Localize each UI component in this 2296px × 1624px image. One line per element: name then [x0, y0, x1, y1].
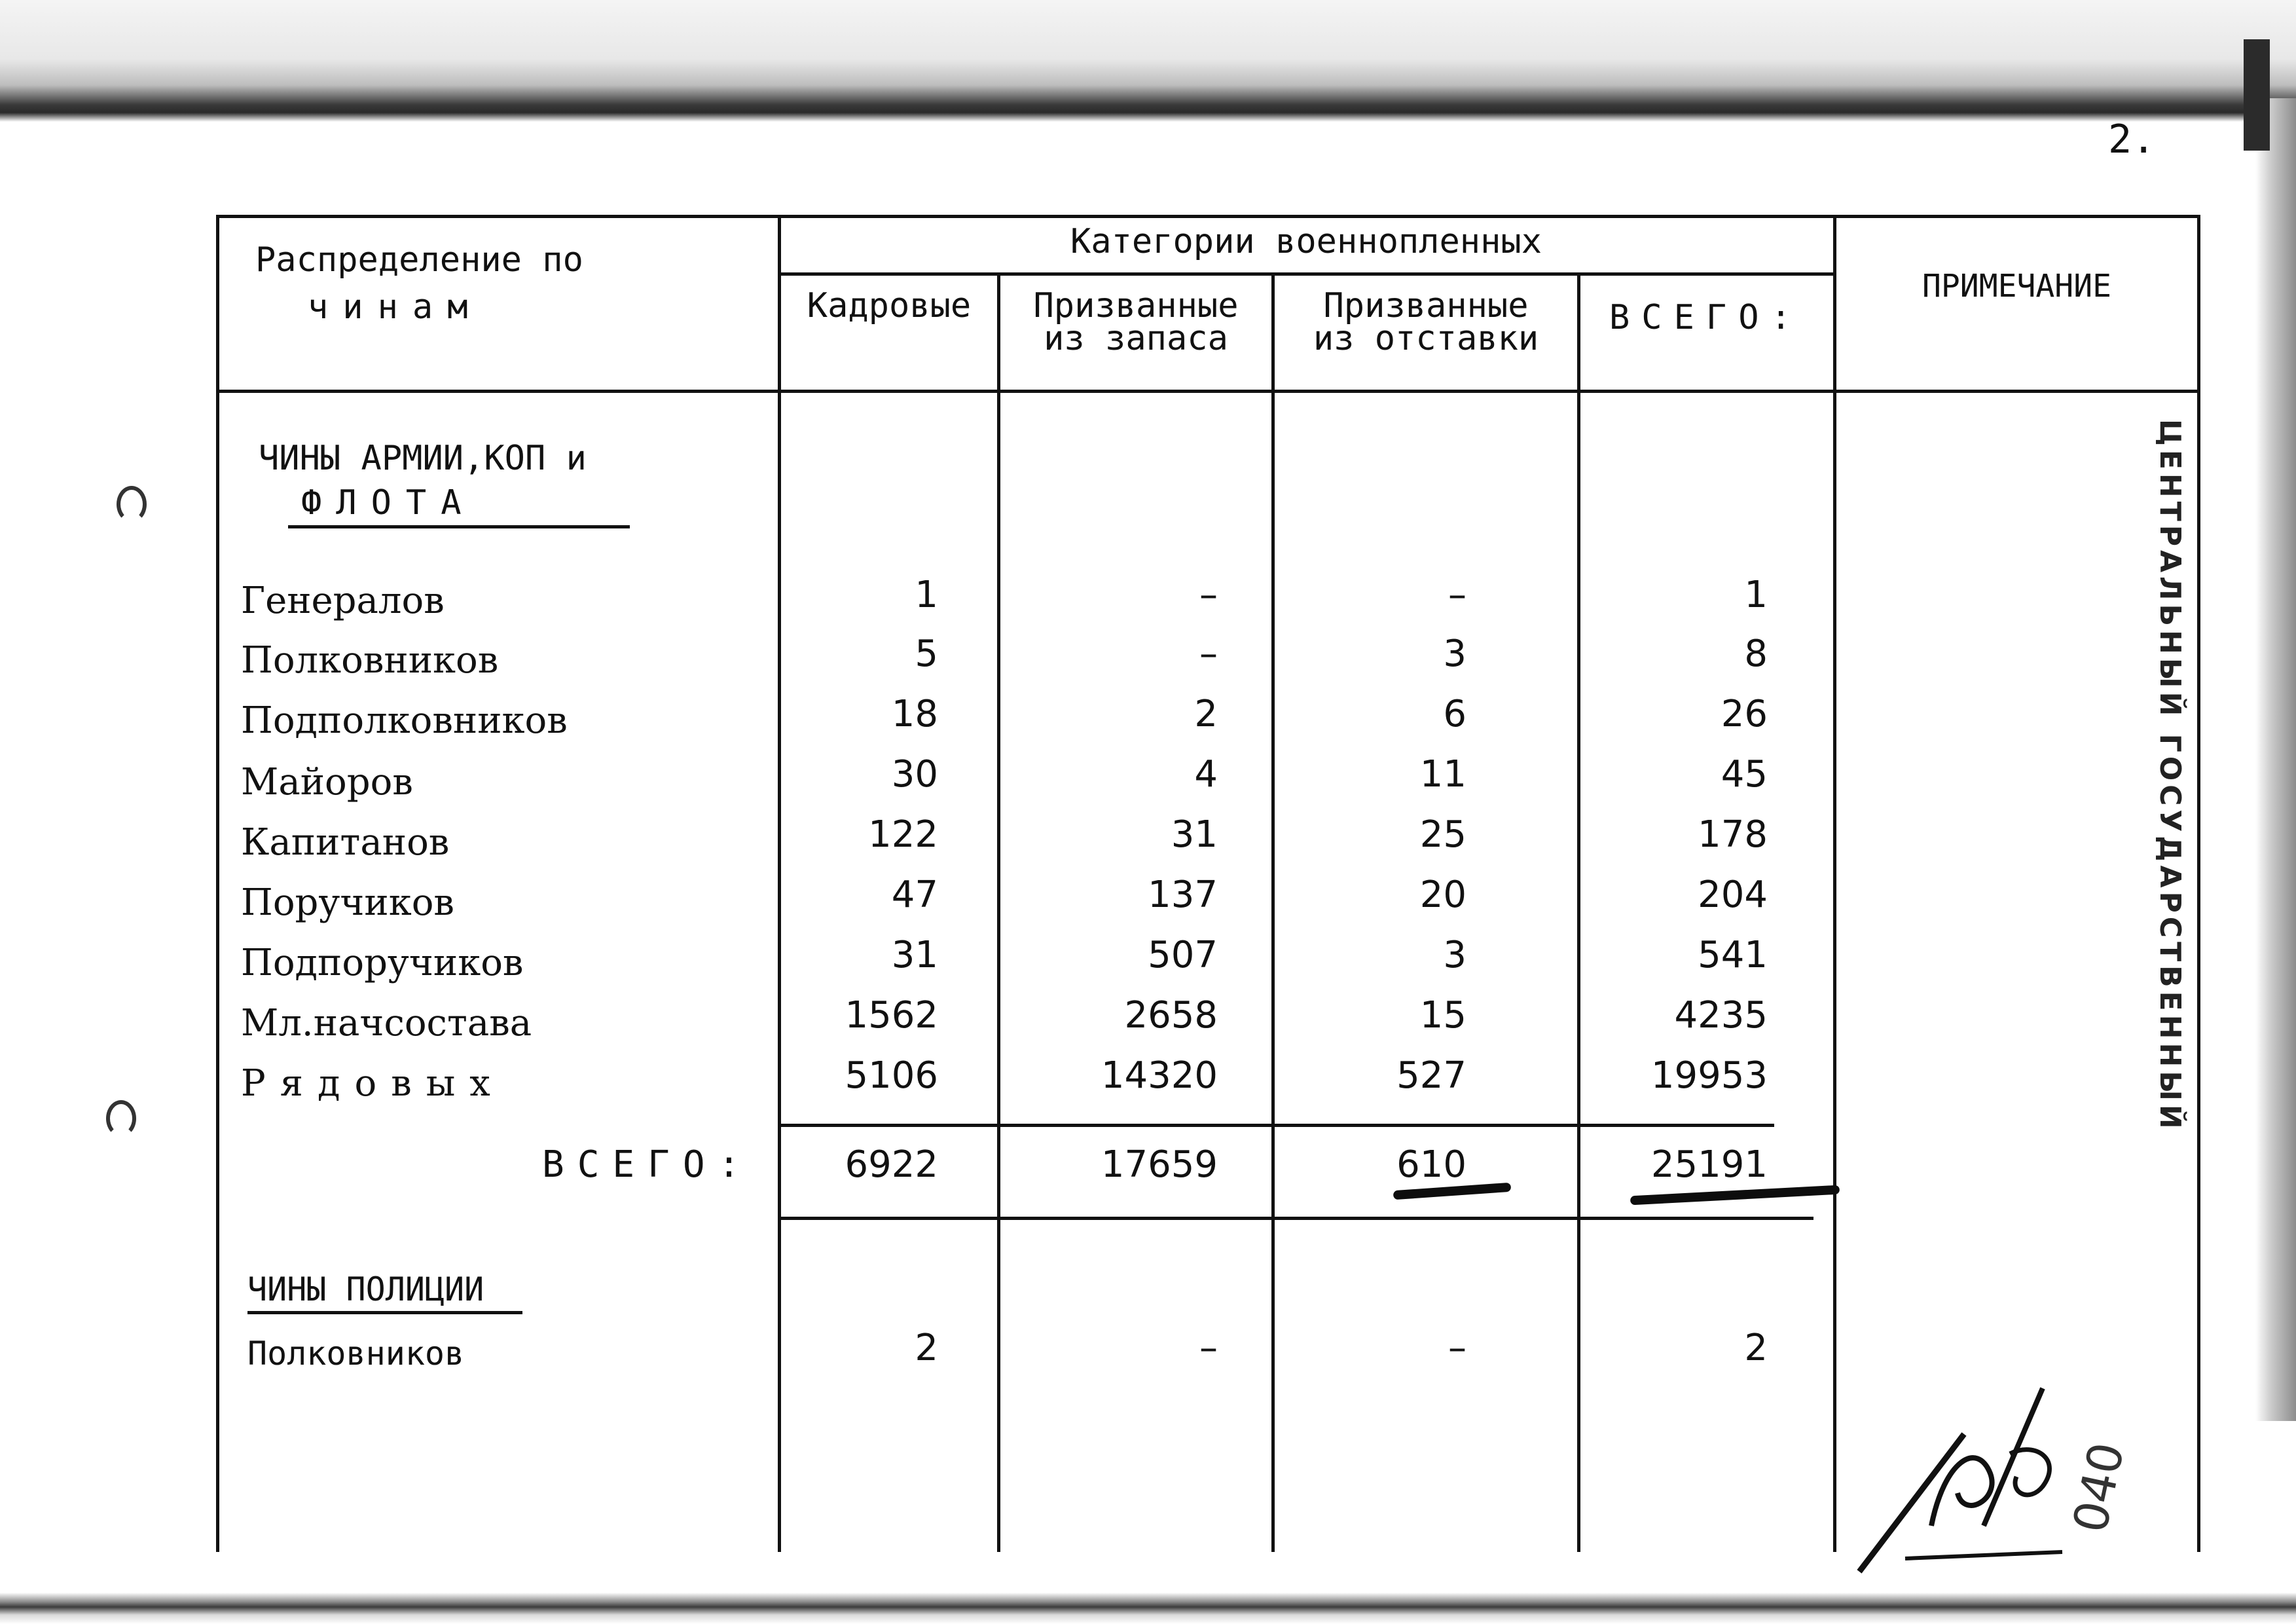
handwritten-underline-total [1630, 1185, 1840, 1206]
kadrovye-value: 1 [915, 574, 938, 616]
kadrovye-value: 122 [868, 813, 938, 856]
rank-label: Поручиков [241, 881, 454, 924]
kadrovye-value: 5106 [845, 1054, 938, 1097]
total-value: 541 [1698, 934, 1768, 976]
header-col-otstavka-line1: Призванные [1323, 286, 1529, 325]
header-col-zapas-line1: Призванные [1033, 286, 1239, 325]
rank-label: Полковников [247, 1335, 465, 1373]
police-section-underline [247, 1311, 522, 1314]
otstavka-value: 3 [1443, 934, 1467, 976]
zapas-value: – [1199, 574, 1218, 616]
rank-label: Подпоручиков [241, 942, 524, 984]
total-value: 26 [1721, 693, 1768, 735]
total-kadrovye: 6922 [845, 1143, 938, 1186]
header-distribution-line1: Распределение по [255, 240, 583, 280]
kadrovye-value: 30 [891, 753, 938, 796]
scan-fold-shadow [0, 0, 2296, 124]
otstavka-value: 20 [1419, 874, 1467, 916]
zapas-value: 137 [1148, 874, 1218, 916]
otstavka-value: 11 [1419, 753, 1467, 796]
kadrovye-value: 1562 [845, 994, 938, 1037]
rank-label: Майоров [241, 761, 413, 803]
total-zapas: 17659 [1101, 1143, 1218, 1186]
rank-label: Рядовых [241, 1062, 505, 1105]
total-value: 178 [1698, 813, 1768, 856]
rank-label: Мл.начсостава [241, 1002, 532, 1044]
kadrovye-value: 18 [891, 693, 938, 735]
header-col-otstavka-line2: из отставки [1313, 319, 1539, 358]
rank-label: Капитанов [241, 821, 450, 864]
total-grand: 25191 [1650, 1143, 1768, 1186]
zapas-value: 2658 [1124, 994, 1218, 1037]
total-value: 1 [1744, 574, 1768, 616]
zapas-value: 14320 [1101, 1054, 1218, 1097]
kadrovye-value: 31 [891, 934, 938, 976]
otstavka-value: 3 [1443, 633, 1467, 675]
header-col-kadrovye: Кадровые [807, 286, 972, 325]
total-value: 45 [1721, 753, 1768, 796]
zapas-value: – [1199, 633, 1218, 675]
zapas-value: 4 [1194, 753, 1218, 796]
otstavka-value: – [1448, 574, 1467, 616]
total-value: 204 [1698, 874, 1768, 916]
punch-hole-bottom [106, 1100, 136, 1137]
punch-hole-top [117, 486, 147, 523]
header-categories-title: Категории военнопленных [1070, 222, 1542, 261]
header-col-total: ВСЕГО: [1609, 298, 1803, 337]
otstavka-value: 527 [1396, 1054, 1467, 1097]
zapas-value: 31 [1171, 813, 1218, 856]
header-col-zapas-line2: из запаса [1044, 319, 1228, 358]
army-section-underline [288, 525, 630, 528]
army-section-title-line2: ФЛОТА [301, 483, 476, 523]
zapas-value: 507 [1148, 934, 1218, 976]
police-section-title: ЧИНЫ ПОЛИЦИИ [247, 1270, 484, 1308]
otstavka-value: 6 [1443, 693, 1467, 735]
rank-label: Генералов [241, 580, 445, 622]
header-distribution-line2: чинам [308, 287, 483, 327]
total-value: 19953 [1650, 1054, 1768, 1097]
zapas-value: 2 [1194, 693, 1218, 735]
archive-stamp-text: ЦЕНТРАЛЬНЫЙ ГОСУДАРСТВЕННЫЙ [2153, 419, 2187, 1133]
total-value: 4235 [1674, 994, 1768, 1037]
rank-label: Подполковников [241, 699, 568, 742]
kadrovye-value: 2 [915, 1327, 938, 1369]
scan-corner-shadow [2244, 39, 2270, 151]
zapas-value: – [1199, 1327, 1218, 1369]
otstavka-value: 25 [1419, 813, 1467, 856]
scan-right-edge [2255, 98, 2296, 1421]
handwritten-sheet-number: 040 [2062, 1437, 2135, 1538]
total-value: 2 [1744, 1327, 1768, 1369]
kadrovye-value: 5 [915, 633, 938, 675]
army-section-title-line1: ЧИНЫ АРМИИ,КОП и [259, 439, 587, 478]
kadrovye-value: 47 [891, 874, 938, 916]
otstavka-value: – [1448, 1327, 1467, 1369]
total-value: 8 [1744, 633, 1768, 675]
total-label: ВСЕГО: [542, 1143, 754, 1186]
page-number: 2. [2108, 117, 2156, 162]
header-col-note: ПРИМЕЧАНИЕ [1922, 268, 2111, 304]
total-otstavka: 610 [1396, 1143, 1467, 1186]
rank-label: Полковников [241, 639, 499, 682]
otstavka-value: 15 [1419, 994, 1467, 1037]
